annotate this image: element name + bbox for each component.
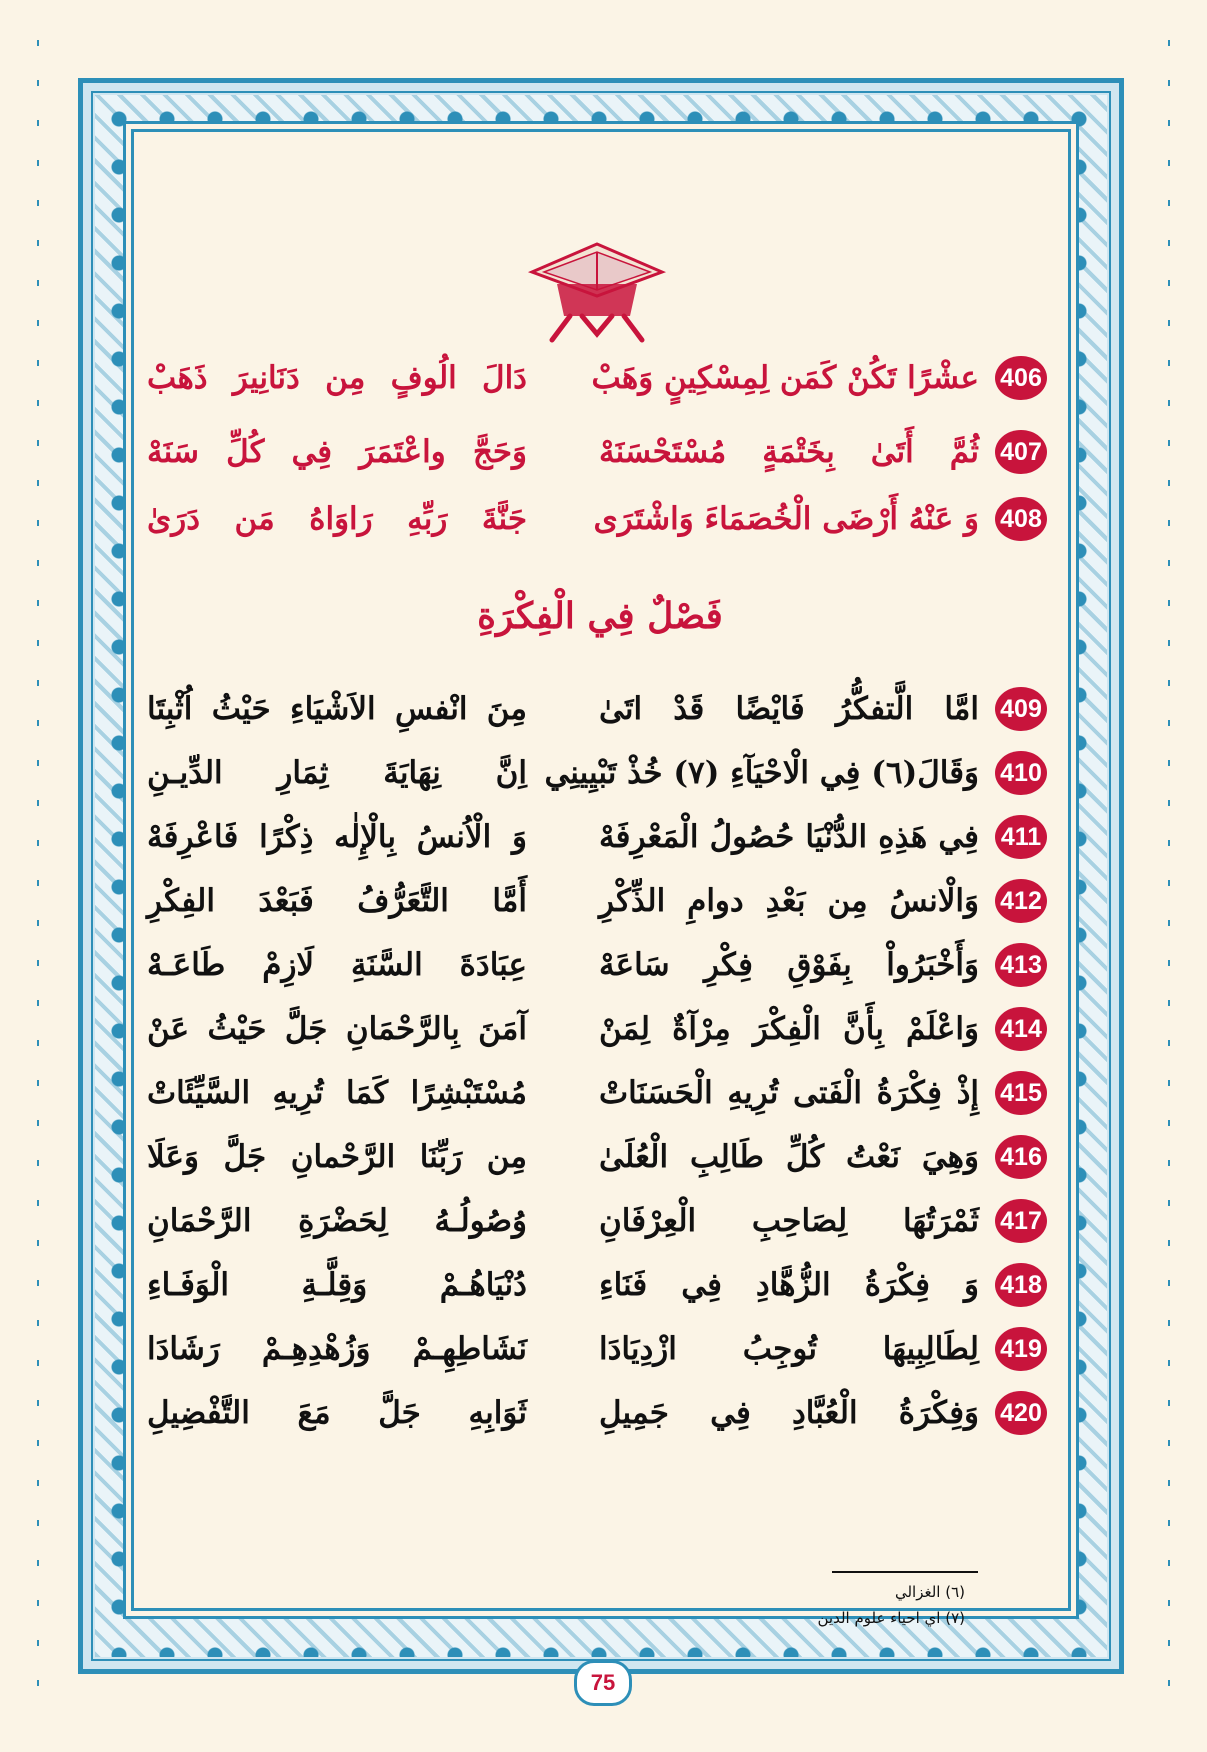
verse-second-hemistich: دُنْيَاهُـمْ وَقِلَّـةِ الْوَفَـاءِ	[147, 1267, 527, 1303]
verse-second-hemistich: مِن رَبِّنَا الرَّحْمانِ جَلَّ وَعَلَا	[147, 1139, 527, 1175]
verse-first-hemistich: وَفِكْرَةُ الْعُبَّادِ فِي جَمِيلِ	[599, 1395, 979, 1431]
verse-row	[147, 745, 1047, 801]
verse-row	[147, 491, 1047, 547]
verse-number-badge: 411	[995, 815, 1047, 859]
verse-second-hemistich: دَالَ الُوفٍ مِن دَنَانِيرَ ذَهَبْ	[147, 360, 527, 396]
verse-first-hemistich: وَأَخْبَرُواْ بِفَوْقِ فِكْرِ سَاعَهْ	[599, 947, 979, 983]
verse-second-hemistich: آمَنَ بِالرَّحْمَانِ جَلَّ حَيْثُ عَنْ	[147, 1011, 527, 1047]
footnote: (٦) الغزالي	[894, 1583, 965, 1601]
verse-second-hemistich: ثَوَابِهِ جَلَّ مَعَ التَّفْضِيلِ	[147, 1395, 527, 1431]
verse-second-hemistich: مُسْتَبْشِرًا كَمَا تُرِيهِ السَّيِّئَاتْ	[147, 1075, 527, 1111]
verse-second-hemistich: عِبَادَةَ السَّنَةِ لَازِمْ طَاعَـهْ	[147, 947, 527, 983]
verse-first-hemistich: امَّا الَّتفكُّرُ فَايْضًا قَدْ اتَىٰ	[599, 691, 979, 727]
verse-number-badge: 415	[995, 1071, 1047, 1115]
verse-number-badge: 413	[995, 943, 1047, 987]
verse-row	[147, 1129, 1047, 1185]
verse-first-hemistich: إِذْ فِكْرَةُ الْفَتى تُرِيهِ الْحَسَنَاتْ	[599, 1075, 979, 1111]
verse-number-badge: 409	[995, 687, 1047, 731]
right-ornament-rail	[1149, 40, 1189, 1712]
verse-second-hemistich: مِنَ انْفسِ الاَشْيَاءِ حَيْثُ اُثْبِتَا	[147, 691, 527, 727]
verse-first-hemistich: وَاعْلَمْ بِأَنَّ الْفِكْرَ مِرْآةٌ لِمَنْ	[599, 1011, 979, 1047]
quran-on-stand-icon	[522, 224, 672, 348]
verse-second-hemistich: جَنَّةَ رَبِّهِ رَاوَاهُ مَن دَرَىٰ	[147, 501, 527, 537]
verse-number-badge: 414	[995, 1007, 1047, 1051]
verse-second-hemistich: وُصُولُـهُ لِحَضْرَةِ الرَّحْمَانِ	[147, 1203, 527, 1239]
verse-second-hemistich: وَ الْاُنسُ بِالْإِلٰه ذِكْرًا فَاعْرِفَهْ	[147, 819, 527, 855]
verse-second-hemistich: اِنَّ نِهَايَةَ ثِمَارِ الدِّيـنِ	[147, 755, 527, 791]
verse-row	[147, 350, 1047, 406]
verse-first-hemistich: وَقَالَ(٦) فِي الْاحْيَآءِ (٧) خُذْ تَبْيِينِي	[544, 755, 979, 791]
verse-first-hemistich: عشْرًا تَكُنْ كَمَن لِمِسْكِينٍ وَهَبْ	[591, 360, 979, 396]
verse-first-hemistich: فِي هَذِهِ الدُّنْيَا حُصُولُ الْمَعْرِفَهْ	[599, 819, 979, 855]
verse-first-hemistich: وَهِيَ نَعْتُ كُلِّ طَالِبِ الْعُلَىٰ	[599, 1139, 979, 1175]
verse-row	[147, 1257, 1047, 1313]
verse-first-hemistich: وَ عَنْهُ أَرْضَى الْخُصَمَاءَ وَاشْتَرَى	[593, 501, 979, 537]
verse-number-badge: 407	[995, 430, 1047, 474]
verse-second-hemistich: أَمَّا التَّعَرُّفُ فَبَعْدَ الفِكْرِ	[147, 883, 527, 919]
verse-first-hemistich: وَ فِكْرَةُ الزُّهَّادِ فِي فَنَاءِ	[599, 1267, 979, 1303]
verse-row	[147, 1001, 1047, 1057]
verse-first-hemistich: ثَمْرَتُهَا لِصَاحِبِ الْعِرْفَانِ	[599, 1203, 979, 1239]
verse-second-hemistich: وَحَجَّ واعْتَمَرَ فِي كُلِّ سَنَهْ	[147, 434, 527, 470]
section-title: فَصْلٌ فِي الْفِكْرَةِ	[477, 595, 723, 637]
verse-row	[147, 1321, 1047, 1377]
verse-second-hemistich: نَشَاطِهِـمْ وَزُهْدِهِـمْ رَشَادَا	[147, 1331, 527, 1367]
verse-number-badge: 410	[995, 751, 1047, 795]
verse-number-badge: 417	[995, 1199, 1047, 1243]
verse-row	[147, 937, 1047, 993]
verse-row	[147, 1065, 1047, 1121]
page-number: 75	[574, 1660, 632, 1706]
verse-row	[147, 873, 1047, 929]
verse-number-badge: 406	[995, 356, 1047, 400]
verse-row	[147, 681, 1047, 737]
verse-row	[147, 809, 1047, 865]
verse-number-badge: 408	[995, 497, 1047, 541]
verse-row	[147, 424, 1047, 480]
verse-first-hemistich: لِطَالِبِيهَا تُوجِبُ ازْدِيَادَا	[599, 1331, 979, 1367]
verse-number-badge: 418	[995, 1263, 1047, 1307]
verse-number-badge: 420	[995, 1391, 1047, 1435]
verse-row	[147, 1385, 1047, 1441]
verse-number-badge: 416	[995, 1135, 1047, 1179]
verse-row	[147, 1193, 1047, 1249]
verse-first-hemistich: وَالْانسُ مِن بَعْدِ دوامِ الذِّكْرِ	[599, 883, 979, 919]
footnote: (٧) اي احياء علوم الدين	[817, 1609, 965, 1627]
footnote-divider	[832, 1571, 978, 1573]
verse-number-badge: 419	[995, 1327, 1047, 1371]
verse-first-hemistich: ثُمَّ أَتَىٰ بِخَتْمَةٍ مُسْتَحْسَنَهْ	[599, 434, 979, 470]
left-ornament-rail	[18, 40, 58, 1712]
verse-number-badge: 412	[995, 879, 1047, 923]
